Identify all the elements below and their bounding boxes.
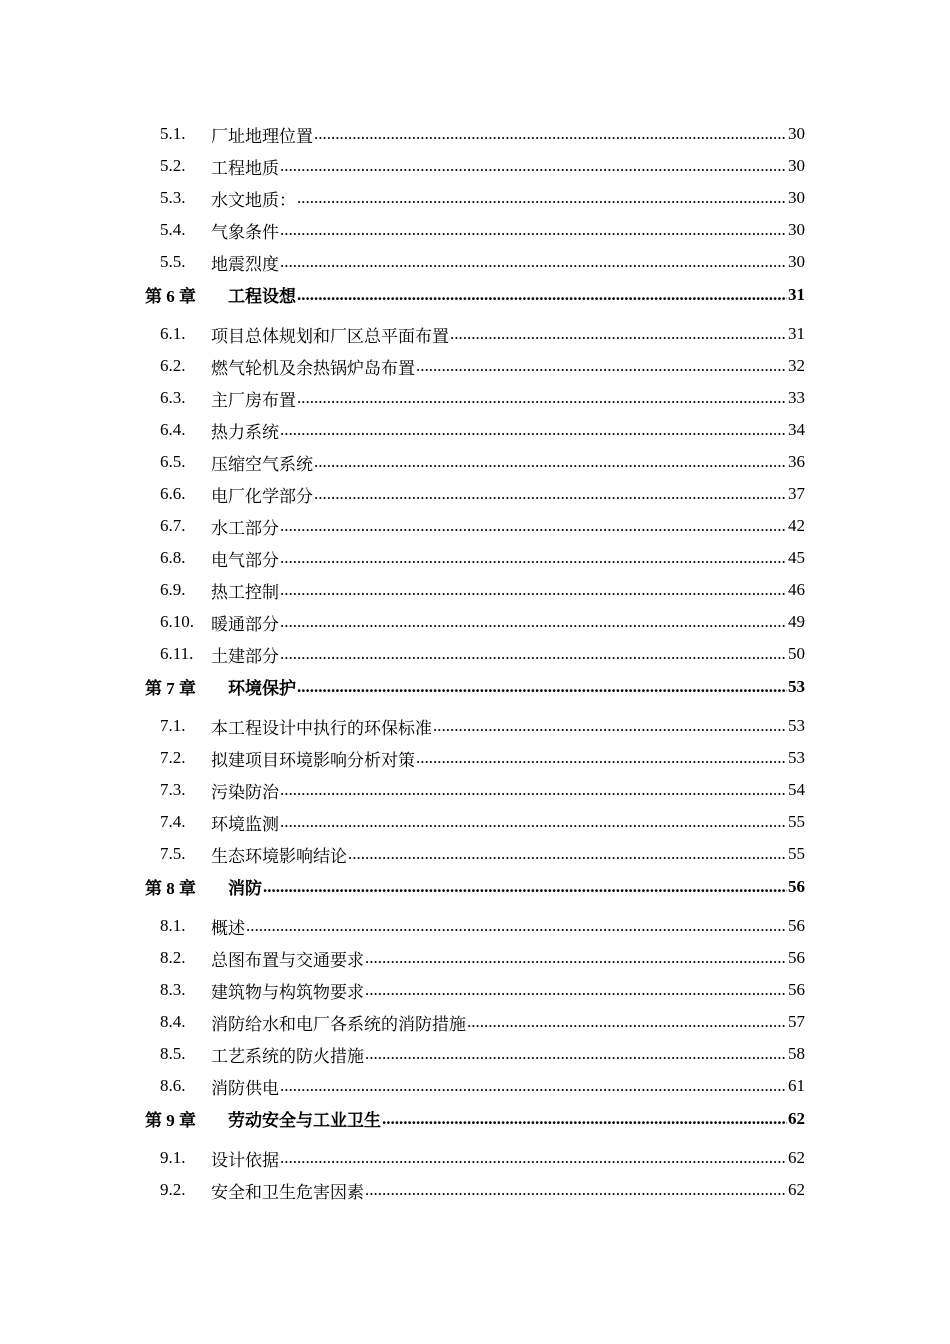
toc-entry-page-number: 30 [788, 252, 805, 271]
dot-leader [314, 124, 787, 144]
toc-entry-page-number: 54 [788, 780, 805, 799]
toc-entry-title: 项目总体规划和厂区总平面布置 [211, 326, 449, 347]
toc-entry-number: 6.3. [160, 388, 186, 407]
dot-leader [280, 612, 787, 632]
dot-leader [280, 252, 787, 272]
toc-entry-title: 概述 [211, 918, 245, 939]
toc-entry-page-number: 53 [788, 748, 805, 767]
toc-entry-number: 8.4. [160, 1012, 186, 1031]
toc-entry-title: 设计依据 [211, 1150, 279, 1171]
toc-entry-title: 消防供电 [211, 1078, 279, 1099]
toc-section-entry[interactable] [0, 318, 950, 350]
toc-section-entry[interactable] [0, 1070, 950, 1102]
toc-entry-page-number: 53 [788, 716, 805, 735]
dot-leader [280, 1148, 787, 1168]
toc-entry-page-number: 49 [788, 612, 805, 631]
dot-leader [280, 580, 787, 600]
toc-entry-page-number: 32 [788, 356, 805, 375]
dot-leader [365, 948, 787, 968]
toc-section-entry[interactable] [0, 446, 950, 478]
dot-leader [280, 220, 787, 240]
toc-section-entry[interactable] [0, 214, 950, 246]
toc-entry-number: 8.3. [160, 980, 186, 999]
toc-entry-page-number: 31 [788, 324, 805, 343]
toc-section-entry[interactable] [0, 910, 950, 942]
toc-section-entry[interactable] [0, 478, 950, 510]
toc-entry-number: 5.1. [160, 124, 186, 143]
toc-entry-title: 土建部分 [211, 646, 279, 667]
dot-leader [314, 484, 787, 504]
dot-leader [467, 1012, 787, 1032]
toc-entry-number: 6.1. [160, 324, 186, 343]
toc-entry-number: 7.4. [160, 812, 186, 831]
dot-leader [297, 188, 787, 208]
toc-entry-number: 8.2. [160, 948, 186, 967]
toc-section-entry[interactable] [0, 638, 950, 670]
dot-leader [365, 1044, 787, 1064]
toc-entry-page-number: 37 [788, 484, 805, 503]
toc-entry-title: 工艺系统的防火措施 [211, 1046, 364, 1067]
toc-entry-title: 暖通部分 [211, 614, 279, 635]
toc-entry-number: 第 8 章 [145, 879, 196, 898]
toc-section-entry[interactable] [0, 246, 950, 278]
toc-section-entry[interactable] [0, 1142, 950, 1174]
toc-entry-title: 水工部分 [211, 518, 279, 539]
toc-section-entry[interactable] [0, 942, 950, 974]
dot-leader [416, 356, 787, 376]
toc-entry-page-number: 34 [788, 420, 805, 439]
toc-entry-title: 压缩空气系统 [211, 454, 313, 475]
toc-entry-title: 劳动安全与工业卫生 [228, 1111, 381, 1131]
toc-entry-number: 第 9 章 [145, 1111, 196, 1130]
toc-entry-number: 6.11. [160, 644, 194, 663]
dot-leader [416, 748, 787, 768]
toc-entry-title: 电气部分 [211, 550, 279, 571]
dot-leader [382, 1109, 787, 1129]
toc-entry-page-number: 42 [788, 516, 805, 535]
toc-entry-number: 8.6. [160, 1076, 186, 1095]
toc-entry-number: 8.1. [160, 916, 186, 935]
toc-entry-page-number: 53 [788, 676, 805, 696]
toc-entry-title: 地震烈度 [211, 254, 279, 275]
toc-entry-number: 9.2. [160, 1180, 186, 1199]
toc-entry-title: 环境保护 [228, 679, 296, 699]
dot-leader [263, 877, 787, 897]
toc-entry-page-number: 31 [788, 284, 805, 304]
toc-entry-title: 工程设想 [228, 287, 296, 307]
toc-entry-number: 6.7. [160, 516, 186, 535]
toc-section-entry[interactable] [0, 774, 950, 806]
table-of-contents [0, 118, 950, 1206]
toc-entry-title: 本工程设计中执行的环保标准 [211, 718, 432, 739]
toc-entry-page-number: 45 [788, 548, 805, 567]
toc-entry-page-number: 56 [788, 916, 805, 935]
toc-entry-title: 主厂房布置 [211, 390, 296, 411]
toc-entry-page-number: 56 [788, 980, 805, 999]
toc-entry-title: 总图布置与交通要求 [211, 950, 364, 971]
toc-entry-page-number: 30 [788, 220, 805, 239]
toc-entry-title: 热力系统 [211, 422, 279, 443]
toc-entry-page-number: 56 [788, 876, 805, 896]
toc-entry-number: 5.2. [160, 156, 186, 175]
toc-section-entry[interactable] [0, 118, 950, 150]
dot-leader [297, 285, 787, 305]
toc-entry-number: 第 7 章 [145, 679, 196, 698]
toc-section-entry[interactable] [0, 742, 950, 774]
toc-entry-number: 第 6 章 [145, 287, 196, 306]
toc-entry-page-number: 62 [788, 1148, 805, 1167]
toc-section-entry[interactable] [0, 382, 950, 414]
toc-entry-number: 5.5. [160, 252, 186, 271]
toc-chapter-entry[interactable] [0, 1102, 950, 1135]
dot-leader [246, 916, 787, 936]
dot-leader [280, 780, 787, 800]
toc-entry-number: 7.3. [160, 780, 186, 799]
toc-entry-page-number: 50 [788, 644, 805, 663]
toc-section-entry[interactable] [0, 542, 950, 574]
toc-section-entry[interactable] [0, 182, 950, 214]
toc-entry-title: 燃气轮机及余热锅炉岛布置 [211, 358, 415, 379]
toc-section-entry[interactable] [0, 510, 950, 542]
dot-leader [297, 388, 787, 408]
toc-entry-number: 7.2. [160, 748, 186, 767]
toc-entry-number: 6.10. [160, 612, 194, 631]
dot-leader [450, 324, 787, 344]
toc-entry-title: 气象条件 [211, 222, 279, 243]
dot-leader [297, 677, 787, 697]
toc-entry-title: 工程地质 [211, 158, 279, 179]
toc-entry-page-number: 30 [788, 156, 805, 175]
toc-entry-page-number: 55 [788, 812, 805, 831]
toc-entry-number: 6.5. [160, 452, 186, 471]
toc-section-entry[interactable] [0, 150, 950, 182]
toc-entry-number: 8.5. [160, 1044, 186, 1063]
toc-entry-title: 安全和卫生危害因素 [211, 1182, 364, 1203]
toc-section-entry[interactable] [0, 974, 950, 1006]
dot-leader [280, 812, 787, 832]
dot-leader [365, 1180, 787, 1200]
toc-entry-page-number: 30 [788, 188, 805, 207]
dot-leader [348, 844, 787, 864]
toc-entry-title: 建筑物与构筑物要求 [211, 982, 364, 1003]
toc-section-entry[interactable] [0, 806, 950, 838]
toc-chapter-entry[interactable] [0, 278, 950, 311]
toc-entry-title: 污染防治 [211, 782, 279, 803]
toc-entry-title: 电厂化学部分 [211, 486, 313, 507]
toc-entry-number: 5.4. [160, 220, 186, 239]
toc-entry-page-number: 30 [788, 124, 805, 143]
dot-leader [433, 716, 787, 736]
dot-leader [280, 548, 787, 568]
dot-leader [365, 980, 787, 1000]
toc-entry-number: 6.6. [160, 484, 186, 503]
toc-section-entry[interactable] [0, 1174, 950, 1206]
dot-leader [280, 156, 787, 176]
toc-entry-number: 6.8. [160, 548, 186, 567]
toc-entry-page-number: 61 [788, 1076, 805, 1095]
toc-entry-page-number: 46 [788, 580, 805, 599]
toc-entry-page-number: 57 [788, 1012, 805, 1031]
toc-entry-title: 拟建项目环境影响分析对策 [211, 750, 415, 771]
toc-entry-page-number: 62 [788, 1180, 805, 1199]
toc-section-entry[interactable] [0, 606, 950, 638]
toc-section-entry[interactable] [0, 1006, 950, 1038]
dot-leader [280, 1076, 787, 1096]
toc-entry-number: 6.4. [160, 420, 186, 439]
dot-leader [314, 452, 787, 472]
toc-entry-title: 消防给水和电厂各系统的消防措施 [211, 1014, 466, 1035]
toc-entry-page-number: 62 [788, 1108, 805, 1128]
dot-leader [280, 516, 787, 536]
toc-entry-title: 生态环境影响结论 [211, 846, 347, 867]
toc-entry-number: 7.1. [160, 716, 186, 735]
dot-leader [280, 644, 787, 664]
toc-chapter-entry[interactable] [0, 870, 950, 903]
toc-entry-title: 热工控制 [211, 582, 279, 603]
toc-entry-page-number: 56 [788, 948, 805, 967]
toc-entry-title: 厂址地理位置 [211, 126, 313, 147]
toc-entry-page-number: 55 [788, 844, 805, 863]
toc-entry-number: 6.9. [160, 580, 186, 599]
toc-entry-number: 6.2. [160, 356, 186, 375]
toc-entry-number: 7.5. [160, 844, 186, 863]
toc-chapter-entry[interactable] [0, 670, 950, 703]
dot-leader [280, 420, 787, 440]
toc-section-entry[interactable] [0, 574, 950, 606]
toc-entry-page-number: 58 [788, 1044, 805, 1063]
toc-entry-number: 5.3. [160, 188, 186, 207]
toc-entry-title: 水文地质： [211, 190, 296, 211]
toc-section-entry[interactable] [0, 414, 950, 446]
toc-section-entry[interactable] [0, 1038, 950, 1070]
toc-section-entry[interactable] [0, 350, 950, 382]
toc-section-entry[interactable] [0, 838, 950, 870]
toc-entry-page-number: 36 [788, 452, 805, 471]
toc-section-entry[interactable] [0, 710, 950, 742]
toc-entry-title: 环境监测 [211, 814, 279, 835]
toc-entry-number: 9.1. [160, 1148, 186, 1167]
toc-entry-title: 消防 [228, 879, 262, 899]
toc-entry-page-number: 33 [788, 388, 805, 407]
